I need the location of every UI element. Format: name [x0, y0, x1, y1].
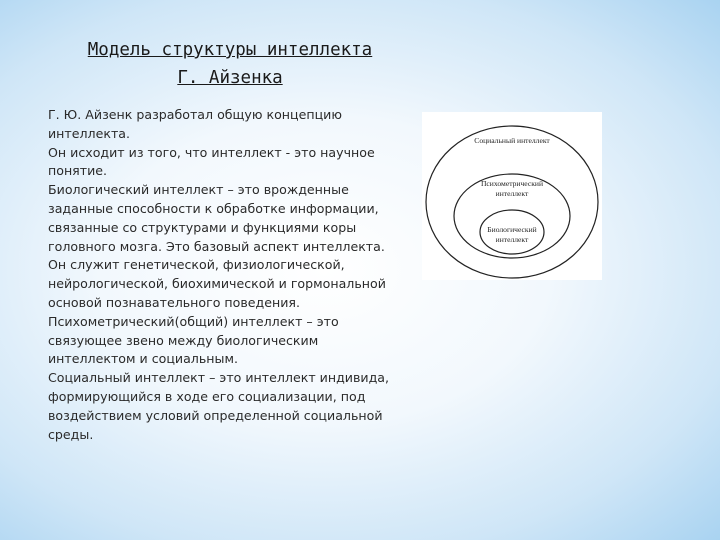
body-text [48, 106, 400, 444]
outer-label: Социальный интеллект [474, 136, 550, 145]
paragraph-biological: Биологический интеллект – это врожденные заданные способности к обработке информации, связанные со структурами и функциями коры головного мозга. Это базовый аспект интеллекта. Он служит генетической, физиологической, нейрологической, биохимической и гормональной основой познавательного поведения. [48, 182, 386, 310]
inner-label-line-1: Биологический [487, 225, 537, 234]
paragraph-intro: Г. Ю. Айзенк разработал общую концепцию интеллекта. [48, 107, 342, 141]
intelligence-structure-diagram [422, 112, 602, 280]
outer-ellipse [426, 126, 598, 278]
paragraph-social: Социальный интеллект – это интеллект индивида, формирующийся в ходе его социализации, под воздействием условий определенной социальной среды. [48, 370, 390, 442]
title-line-2: Г. Айзенка [177, 68, 283, 88]
middle-label-line-2: интеллект [495, 189, 529, 198]
paragraph-scientific-concept: Он исходит из того, что интеллект - это научное понятие. [48, 144, 375, 179]
slide-title [40, 36, 420, 92]
paragraph-psychometric: Психометрический(общий) интеллект – это связующее звено между биологическим интеллектом и социальным. [48, 313, 339, 367]
title-line-1: Модель структуры интеллекта [87, 40, 373, 60]
inner-label-line-2: интеллект [495, 235, 529, 244]
middle-label-line-1: Психометрический [480, 179, 544, 188]
